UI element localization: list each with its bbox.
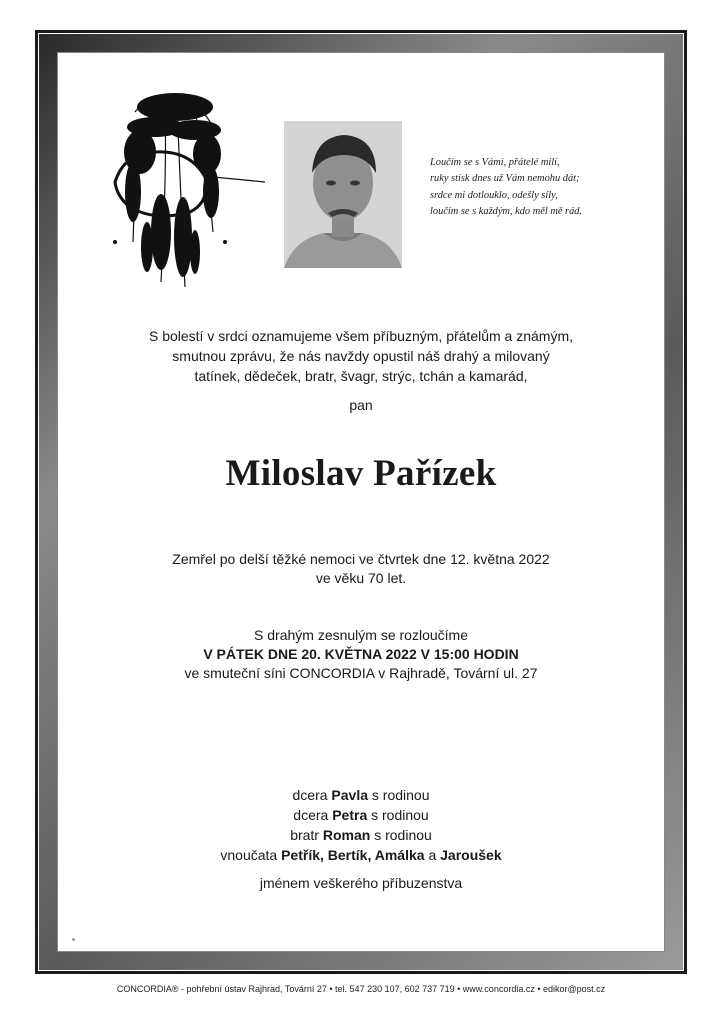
mourner-relation: bratr — [290, 827, 319, 843]
deceased-name: Miloslav Pařízek — [225, 453, 497, 494]
mourner-relation: dcera — [293, 807, 329, 823]
grandchildren-last: Jaroušek — [440, 847, 502, 863]
mourner-line — [0, 805, 722, 825]
funeral-intro: S drahým zesnulým se rozloučíme — [254, 627, 468, 643]
grandchildren-line — [0, 845, 722, 865]
announcement-line: smutnou zprávu, že nás navždy opustil náš drahý a milovaný — [172, 348, 550, 364]
funeral-details — [0, 626, 722, 683]
mourner-line — [0, 825, 722, 845]
grandchildren-relation: vnoučata — [220, 847, 278, 863]
weeping-tree-illustration — [95, 82, 270, 294]
mourner-name: Roman — [322, 827, 371, 843]
mourner-suffix: s rodinou — [371, 807, 429, 823]
announcement-line: S bolestí v srdci oznamujeme všem příbuzným, přátelům a známým, — [148, 328, 574, 344]
portrait-photo — [284, 121, 402, 268]
funeral-datetime: V PÁTEK DNE 20. KVĚTNA 2022 V 15:00 HODIN — [203, 646, 519, 662]
grandchildren-conjunction: a — [428, 847, 437, 863]
mourner-suffix: s rodinou — [371, 787, 430, 803]
death-line: Zemřel po delší těžké nemoci ve čtvrtek dne 12. května 2022 — [172, 551, 550, 567]
farewell-poem — [430, 155, 640, 221]
death-notice — [0, 550, 722, 588]
death-line: ve věku 70 let. — [315, 570, 407, 586]
mourner-suffix: s rodinou — [374, 827, 432, 843]
poem-line: srdce mi dotlouklo, odešly síly, — [430, 189, 558, 201]
salutation: pan — [349, 397, 373, 413]
mourner-name: Petra — [332, 807, 368, 823]
mourner-name: Pavla — [331, 787, 369, 803]
mourner-relation: dcera — [292, 787, 328, 803]
closing-line: jménem veškerého příbuzenstva — [259, 875, 463, 891]
mourners-list — [0, 785, 722, 893]
poem-line: ruky stisk dnes už Vám nemohu dát; — [430, 173, 580, 185]
poem-line: Loučím se s Vámi, přátelé milí, — [430, 157, 560, 168]
grandchildren-names: Petřík, Bertík, Amálka — [281, 847, 425, 863]
funeral-place: ve smuteční síni CONCORDIA v Rajhradě, Tovární ul. 27 — [184, 665, 538, 681]
announcement-text — [0, 326, 722, 386]
mourner-line — [0, 785, 722, 805]
footer-contact: CONCORDIA® - pohřební ústav Rajhrad, Tovární 27 • tel. 547 230 107, 602 737 719 • www.concordia.cz • edikor@post.cz — [116, 984, 606, 994]
stray-mark — [72, 938, 75, 941]
announcement-line: tatínek, dědeček, bratr, švagr, strýc, tchán a kamarád, — [194, 368, 528, 384]
poem-line: loučím se s každým, kdo měl mě rád. — [430, 206, 583, 218]
